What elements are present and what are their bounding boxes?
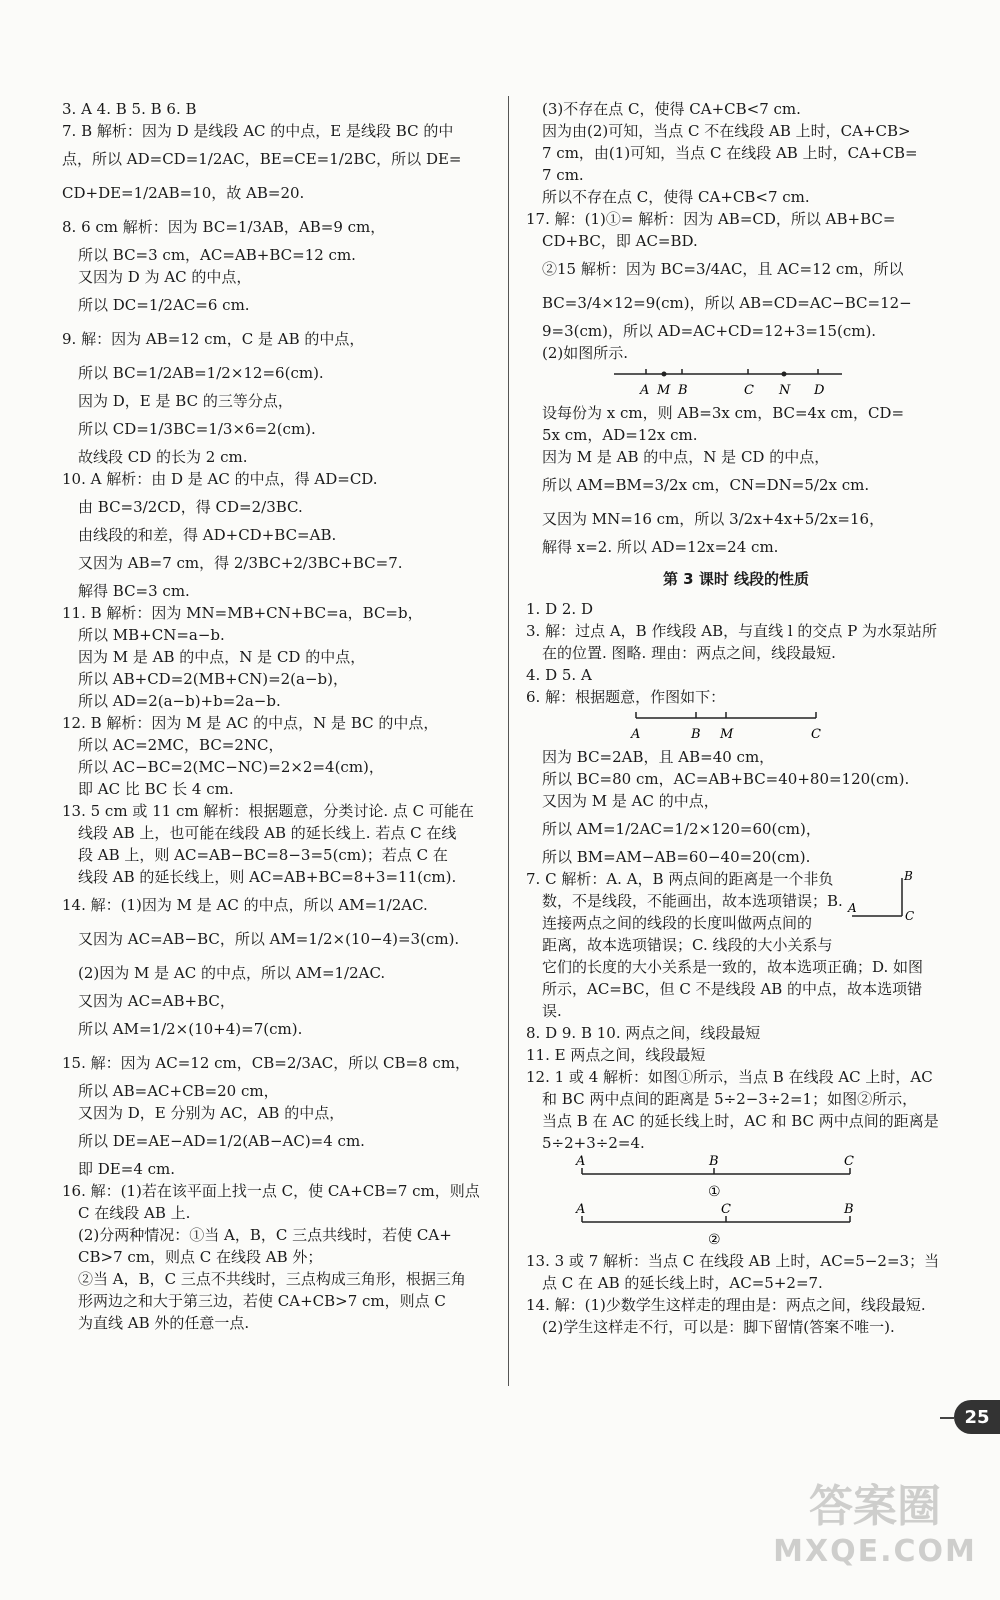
answer-line: 3. A 4. B 5. B 6. B (62, 100, 197, 118)
fig4-label-a: A (576, 1202, 586, 1217)
answer-line: 17. 解：(1)①= 解析：因为 AB=CD，所以 AB+BC= (526, 210, 896, 228)
answer-line: 5÷2+3÷2=4. (542, 1134, 645, 1152)
answer-line: 7 cm. (542, 166, 584, 184)
answer-line: 所以 AB=AC+CB=20 cm， (78, 1082, 279, 1100)
answer-line: 因为由(2)可知，当点 C 不在线段 AB 上时，CA+CB> (542, 122, 911, 140)
figure-segment-acb-2 (526, 1202, 946, 1250)
answer-line: 1. D 2. D (526, 600, 593, 618)
answer-line: 所示，AC=BC，但 C 不是线段 AB 的中点，故本选项错 (542, 980, 923, 998)
answer-line: 数，不是线段，不能画出，故本选项错误；B. (542, 892, 843, 910)
answer-line: 12. 1 或 4 解析：如图①所示，当点 B 在线段 AC 上时，AC (526, 1068, 933, 1086)
fig1-label-a: A (640, 383, 650, 398)
answer-line: 所以 DE=AE−AD=1/2(AB−AC)=4 cm. (78, 1132, 365, 1150)
answer-line: 解得 x=2. 所以 AD=12x=24 cm. (542, 538, 779, 556)
answer-line: 点，所以 AD=CD=1/2AC，BE=CE=1/2BC，所以 DE= (62, 150, 462, 168)
answer-line: 和 BC 两中点间的距离是 5÷2−3÷2=1；如图②所示， (542, 1090, 918, 1108)
answer-line: 13. 3 或 7 解析：当点 C 在线段 AB 上时，AC=5−2=3；当 (526, 1252, 940, 1270)
answer-line: 因为 BC=2AB，且 AB=40 cm， (542, 748, 775, 766)
watermark (770, 1470, 980, 1580)
q7-block (526, 868, 946, 1022)
answer-line: 10. A 解析：由 D 是 AC 的中点，得 AD=CD. (62, 470, 378, 488)
answer-line: 又因为 D 为 AC 的中点， (78, 268, 252, 286)
section-heading: 第 3 课时 线段的性质 (662, 570, 810, 588)
answer-line: 11. E 两点之间，线段最短 (526, 1046, 706, 1064)
answer-line: CD+DE=1/2AB=10，故 AB=20. (62, 184, 305, 202)
answer-line: 设每份为 x cm，则 AB=3x cm，BC=4x cm，CD= (542, 404, 905, 422)
answer-line: 12. B 解析：因为 M 是 AC 的中点，N 是 BC 的中点， (62, 714, 439, 732)
figure-segment-amb-cnd (526, 364, 946, 402)
fig1-label-n: N (779, 383, 791, 398)
answer-line: 因为 M 是 AB 的中点，N 是 CD 的中点， (542, 448, 830, 466)
watermark-title: 答案圈 (809, 1481, 941, 1532)
answer-line: 误. (542, 1002, 562, 1020)
fig1-label-c: C (744, 383, 754, 398)
fig7-label-c: C (905, 909, 915, 923)
answer-line: 8. 6 cm 解析：因为 BC=1/3AB，AB=9 cm， (62, 218, 386, 236)
answer-line: 9. 解：因为 AB=12 cm，C 是 AB 的中点， (62, 330, 365, 348)
answer-line: 所以 AM=BM=3/2x cm，CN=DN=5/2x cm. (542, 476, 870, 494)
fig3-label-c: C (844, 1154, 854, 1169)
answer-line: 6. 解：根据题意，作图如下： (526, 688, 726, 706)
fig1-label-m: M (657, 383, 671, 398)
answer-line: 又因为 D，E 分别为 AC，AB 的中点， (78, 1104, 345, 1122)
answer-line: 所以 CD=1/3BC=1/3×6=2(cm). (78, 420, 316, 438)
answer-line: 即 AC 比 BC 长 4 cm. (78, 780, 234, 798)
fig1-label-d: D (814, 383, 825, 398)
answer-line: 7. B 解析：因为 D 是线段 AC 的中点，E 是线段 BC 的中 (62, 122, 454, 140)
answer-line: ②当 A，B，C 三点不共线时，三点构成三角形，根据三角 (78, 1270, 466, 1288)
answer-line: 9=3(cm)，所以 AD=AC+CD=12+3=15(cm). (542, 322, 877, 340)
fig7-label-b: B (904, 869, 913, 883)
answer-line: 5x cm，AD=12x cm. (542, 426, 698, 444)
page-number-rule (940, 1417, 954, 1419)
fig3-caption: ① (708, 1184, 721, 1200)
answer-line: 又因为 AC=AB+BC， (78, 992, 235, 1010)
answer-line: C 在线段 AB 上. (78, 1204, 191, 1222)
answer-line: 距离，故本选项错误；C. 线段的大小关系与 (542, 936, 833, 954)
answer-line: 所以 AD=2(a−b)+b=2a−b. (78, 692, 281, 710)
answer-line: (2)如图所示. (542, 344, 629, 362)
fig2-label-b: B (691, 727, 701, 742)
fig1-label-b: B (678, 383, 688, 398)
answer-line: 8. D 9. B 10. 两点之间，线段最短 (526, 1024, 761, 1042)
answer-line: 7 cm，由(1)可知，当点 C 在线段 AB 上时，CA+CB= (542, 144, 918, 162)
answer-line: 解得 BC=3 cm. (78, 582, 190, 600)
answer-line: 它们的长度的大小关系是一致的，故本选项正确；D. 如图 (542, 958, 924, 976)
answer-line: 由 BC=3/2CD，得 CD=2/3BC. (78, 498, 303, 516)
fig4-caption: ② (708, 1232, 721, 1248)
page-number: 25 (954, 1400, 1000, 1434)
fig7-label-a: A (848, 901, 857, 915)
fig3-label-b: B (709, 1154, 719, 1169)
answer-line: 所以 BC=80 cm，AC=AB+BC=40+80=120(cm). (542, 770, 910, 788)
answer-line: 所以 AM=1/2×(10+4)=7(cm). (78, 1020, 303, 1038)
watermark-site: MXQE.COM (773, 1534, 977, 1569)
answer-line: 又因为 AB=7 cm，得 2/3BC+2/3BC+BC=7. (78, 554, 403, 572)
answer-line: 所以 BC=1/2AB=1/2×12=6(cm). (78, 364, 324, 382)
answer-line: 13. 5 cm 或 11 cm 解析：根据题意，分类讨论. 点 C 可能在 (62, 802, 474, 820)
figure-segment-abc-1 (526, 1154, 946, 1202)
fig2-label-c: C (811, 727, 821, 742)
answer-line: 为直线 AB 外的任意一点. (78, 1314, 250, 1332)
answer-line: (2)因为 M 是 AC 的中点，所以 AM=1/2AC. (78, 964, 386, 982)
right-column (526, 98, 946, 1338)
answer-line: 段 AB 上，则 AC=AB−BC=8−3=5(cm)；若点 C 在 (78, 846, 448, 864)
answer-line: 当点 B 在 AC 的延长线上时，AC 和 BC 两中点间的距离是 (542, 1112, 939, 1130)
answer-line: 所以 BM=AM−AB=60−40=20(cm). (542, 848, 811, 866)
answer-line: 点 C 在 AB 的延长线上时，AC=5+2=7. (542, 1274, 823, 1292)
answer-line: 所以不存在点 C，使得 CA+CB<7 cm. (542, 188, 810, 206)
answer-line: (2)学生这样走不行，可以是：脚下留情(答案不唯一). (542, 1318, 895, 1336)
fig4-label-b: B (844, 1202, 854, 1217)
answer-line: (2)分两种情况：①当 A，B，C 三点共线时，若使 CA+ (78, 1226, 452, 1244)
answer-line: 所以 AM=1/2AC=1/2×120=60(cm)， (542, 820, 821, 838)
answer-line: 线段 AB 的延长线上，则 AC=AB+BC=8+3=11(cm). (78, 868, 457, 886)
answer-line: 16. 解：(1)若在该平面上找一点 C，使 CA+CB=7 cm，则点 (62, 1182, 480, 1200)
answer-line: 所以 MB+CN=a−b. (78, 626, 225, 644)
answer-line: ②15 解析：因为 BC=3/4AC，且 AC=12 cm，所以 (542, 260, 904, 278)
fig2-label-a: A (631, 727, 641, 742)
answer-line: 在的位置. 图略. 理由：两点之间，线段最短. (542, 644, 836, 662)
left-column (62, 98, 494, 1334)
answer-line: 所以 AC=2MC，BC=2NC， (78, 736, 284, 754)
figure-right-angle (846, 868, 916, 938)
answer-line: CD+BC，即 AC=BD. (542, 232, 698, 250)
answer-line: BC=3/4×12=9(cm)，所以 AB=CD=AC−BC=12− (542, 294, 912, 312)
answer-line: 所以 AC−BC=2(MC−NC)=2×2=4(cm)， (78, 758, 384, 776)
answer-line: 由线段的和差，得 AD+CD+BC=AB. (78, 526, 337, 544)
answer-line: (3)不存在点 C，使得 CA+CB<7 cm. (542, 100, 801, 118)
answer-line: 14. 解：(1)少数学生这样走的理由是：两点之间，线段最短. (526, 1296, 926, 1314)
answer-line: 所以 AB+CD=2(MB+CN)=2(a−b)， (78, 670, 348, 688)
answer-line: 所以 DC=1/2AC=6 cm. (78, 296, 250, 314)
fig2-label-m: M (720, 727, 734, 742)
answer-line: 连接两点之间的线段的长度叫做两点间的 (542, 914, 813, 932)
answer-line: 14. 解：(1)因为 M 是 AC 的中点，所以 AM=1/2AC. (62, 896, 428, 914)
answer-line: 因为 D，E 是 BC 的三等分点， (78, 392, 293, 410)
answer-line: 因为 M 是 AB 的中点，N 是 CD 的中点， (78, 648, 366, 666)
answer-line: 形两边之和大于第三边，若使 CA+CB>7 cm，则点 C (78, 1292, 446, 1310)
answer-line: 15. 解：因为 AC=12 cm，CB=2/3AC，所以 CB=8 cm， (62, 1054, 471, 1072)
answer-line: 故线段 CD 的长为 2 cm. (78, 448, 248, 466)
answer-line: 即 DE=4 cm. (78, 1160, 176, 1178)
answer-line: 7. C 解析：A. A，B 两点间的距离是一个非负 (526, 870, 834, 888)
fig3-label-a: A (576, 1154, 586, 1169)
column-divider (508, 96, 509, 1386)
answer-line: 3. 解：过点 A，B 作线段 AB，与直线 l 的交点 P 为水泵站所 (526, 622, 938, 640)
answer-line: 又因为 M 是 AC 的中点， (542, 792, 719, 810)
answer-line: 又因为 MN=16 cm，所以 3/2x+4x+5/2x=16， (542, 510, 885, 528)
figure-segment-abmc (526, 708, 946, 746)
answer-line: 线段 AB 上，也可能在线段 AB 的延长线上. 若点 C 在线 (78, 824, 457, 842)
answer-line: 所以 BC=3 cm，AC=AB+BC=12 cm. (78, 246, 356, 264)
answer-line: 11. B 解析：因为 MN=MB+CN+BC=a，BC=b， (62, 604, 423, 622)
answer-line: CB>7 cm，则点 C 在线段 AB 外； (78, 1248, 323, 1266)
answer-line: 又因为 AC=AB−BC，所以 AM=1/2×(10−4)=3(cm). (78, 930, 460, 948)
fig4-label-c: C (721, 1202, 731, 1217)
answer-line: 4. D 5. A (526, 666, 592, 684)
